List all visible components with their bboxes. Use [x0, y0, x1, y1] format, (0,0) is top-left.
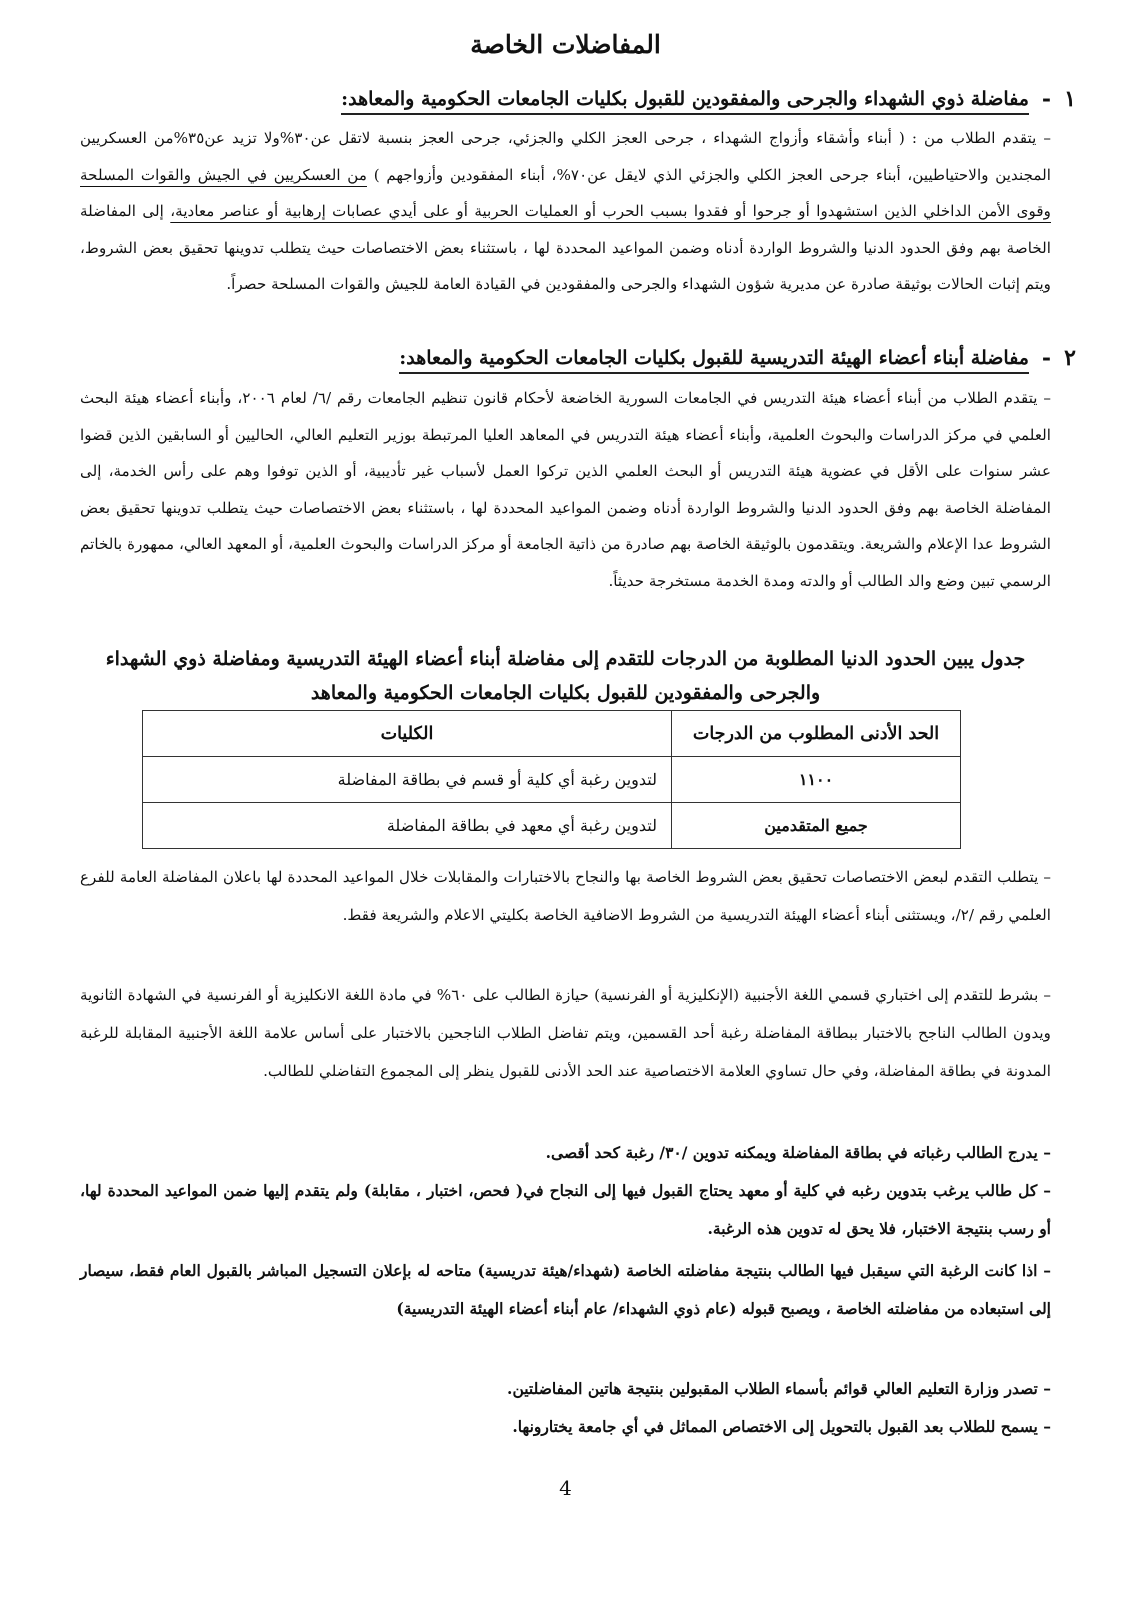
section1-paragraph-end: إلى المفاضلة الخاصة بهم وفق الحدود الدنيا والشروط الواردة أدناه وضمن المواعيد المحددة لها ، باستثناء بعض الاختصاصات حيث يتطلب تدوينها تحقيق بعض الشروط، ويتم إثبات الحالات بوثيقة صادرة عن مديرية شؤون الشهداء والجرحى والمفقودين في القيادة العامة للجيش والقوات المسلحة حصراً. — [80, 202, 1051, 293]
table-cell-colleges: لتدوين رغبة أي كلية أو قسم في بطاقة المفاضلة — [143, 757, 672, 803]
note-paragraph: – يتطلب التقدم لبعض الاختصاصات تحقيق بعض الشروط الخاصة بها والنجاح بالاختبارات والمقابلات خلال المواعيد المحددة لها باعلان المفاضلة العامة للفرع العلمي رقم /٢/، ويستثنى أبناء أعضاء الهيئة التدريسية من الشروط الاضافية الخاصة بكليتي الاعلام والشريعة فقط. — [80, 868, 1051, 924]
section1-paragraph — [80, 120, 1051, 303]
table-caption: جدول يبين الحدود الدنيا المطلوبة من الدرجات للتقدم إلى مفاضلة أبناء أعضاء الهيئة التدريسية ومفاضلة ذوي الشهداء والجرحى والمفقودين للقبول بكليات الجامعات الحكومية والمعاهد — [105, 648, 1026, 704]
section2-paragraph: – يتقدم الطلاب من أبناء أعضاء هيئة التدريس في الجامعات السورية الخاضعة لأحكام قانون تنظيم الجامعات رقم /٦/ لعام ٢٠٠٦، وأبناء أعضاء هيئة البحث العلمي في مركز الدراسات والبحوث العلمية، وأبناء أعضاء هيئة التدريس في المعاهد العليا المرتبطة بوزير التعليم العالي، الحاليين أو السابقين الذين قضوا عشر سنوات على الأقل في عضوية هيئة التدريس أو البحث العلمي الذين تركوا العمل لأسباب غير تأديبية، أو الذين توفوا وهم على رأس الخدمة، إلى المفاضلة الخاصة بهم وفق الحدود الدنيا والشروط الواردة أدناه وضمن المواعيد المحددة لها ، باستثناء بعض الاختصاصات حيث يتطلب تدوينها تحقيق بعض الشروط عدا الإعلام والشريعة. ويتقدمون بالوثيقة الخاصة بهم صادرة من ذاتية الجامعة أو مركز الدراسات والبحوث العلمية، أو المعهد العالي، ممهورة بالخاتم الرسمي تبين وضع والد الطالب أو والدته ومدة الخدمة مستخرجة حديثاً. — [80, 389, 1052, 590]
section1-number: ١ — [1064, 86, 1076, 112]
table-row — [143, 803, 961, 849]
section2-dash: - — [1041, 345, 1051, 371]
note-paragraph: – بشرط للتقدم إلى اختباري قسمي اللغة الأجنبية (الإنكليزية أو الفرنسية) حيازة الطالب على ٦٠% في مادة اللغة الانكليزية أو الفرنسية في الشهادة الثانوية ويدون الطالب الناجح بالاختبار ببطاقة المفاضلة رغبة أحد القسمين، ويتم تفاضل الطلاب الناجحين بالاختبار على أساس علامة اللغة الأجنبية المقابلة للرغبة المدونة في بطاقة المفاضلة، وفي حال تساوي العلامة الاختصاصية عند الحد الأدنى للقبول ينظر إلى المجموع التفاضلي للطالب. — [80, 986, 1052, 1080]
table-header-min-grade: الحد الأدنى المطلوب من الدرجات — [672, 711, 961, 757]
table-cell-colleges: لتدوين رغبة أي معهد في بطاقة المفاضلة — [143, 803, 672, 849]
table-header-colleges: الكليات — [143, 711, 672, 757]
bold-note: – اذا كانت الرغبة التي سيقبل فيها الطالب بنتيجة مفاضلته الخاصة (شهداء/هيئة تدريسية) متاحه له بإعلان التسجيل المباشر بالقبول العام فقط، سيصار إلى استبعاده من مفاضلته الخاصة ، ويصبح قبوله (عام ذوي الشهداء/ عام أبناء أعضاء الهيئة التدريسية) — [80, 1261, 1051, 1318]
table-cell-min-grade: جميع المتقدمين — [672, 803, 961, 849]
section2-number: ٢ — [1064, 345, 1076, 371]
section2-heading-text: مفاضلة أبناء أعضاء الهيئة التدريسية للقبول بكليات الجامعات الحكومية والمعاهد: — [399, 347, 1029, 374]
section2-heading — [399, 347, 1029, 369]
table-row — [143, 757, 961, 803]
table-cell-min-grade: ١١٠٠ — [672, 757, 961, 803]
page-title: المفاضلات الخاصة — [470, 30, 661, 59]
section1-heading-text: مفاضلة ذوي الشهداء والجرحى والمفقودين للقبول بكليات الجامعات الحكومية والمعاهد: — [341, 88, 1029, 115]
table-header-row — [143, 711, 961, 757]
bold-note: – تصدر وزارة التعليم العالي قوائم بأسماء الطلاب المقبولين بنتيجة هاتين المفاضلتين. — [507, 1379, 1051, 1398]
section1-paragraph-start: – يتقدم الطلاب من : ( أبناء وأشقاء وأزواج الشهداء ، جرحى العجز الكلي والجزئي، جرحى العجز بنسبة لاتقل عن٣٠%ولا تزيد عن٣٥%من العسكريين المجندين والاحتياطيين، أبناء جرحى العجز الكلي والجزئي الذي لايقل عن٧٠%، أبناء المفقودين وأزواجهم ) — [80, 129, 1052, 184]
section1-dash: - — [1041, 86, 1051, 112]
section1-heading — [341, 88, 1029, 110]
bold-note: – كل طالب يرغب بتدوين رغبه في كلية أو معهد يحتاج القبول فيها إلى النجاح في( فحص، اختبار ، مقابلة) ولم يتقدم إليها ضمن المواعيد المحددة لها، أو رسب بنتيجة الاختبار، فلا يحق له تدوين هذه الرغبة. — [80, 1181, 1051, 1238]
page-number: 4 — [559, 1476, 572, 1500]
section1-paragraph-underlined: من العسكريين في الجيش والقوات المسلحة وقوى الأمن الداخلي الذين استشهدوا أو جرحوا أو فقدوا بسبب الحرب أو العمليات الحربية أو على أيدي عصابات إرهابية أو عناصر معادية، — [80, 165, 1051, 220]
min-grades-table — [142, 710, 961, 849]
bold-note: – يدرج الطالب رغباته في بطاقة المفاضلة ويمكنه تدوين /٣٠/ رغبة كحد أقصى. — [545, 1143, 1051, 1162]
bold-note: – يسمح للطلاب بعد القبول بالتحويل إلى الاختصاص المماثل في أي جامعة يختارونها. — [512, 1417, 1051, 1436]
